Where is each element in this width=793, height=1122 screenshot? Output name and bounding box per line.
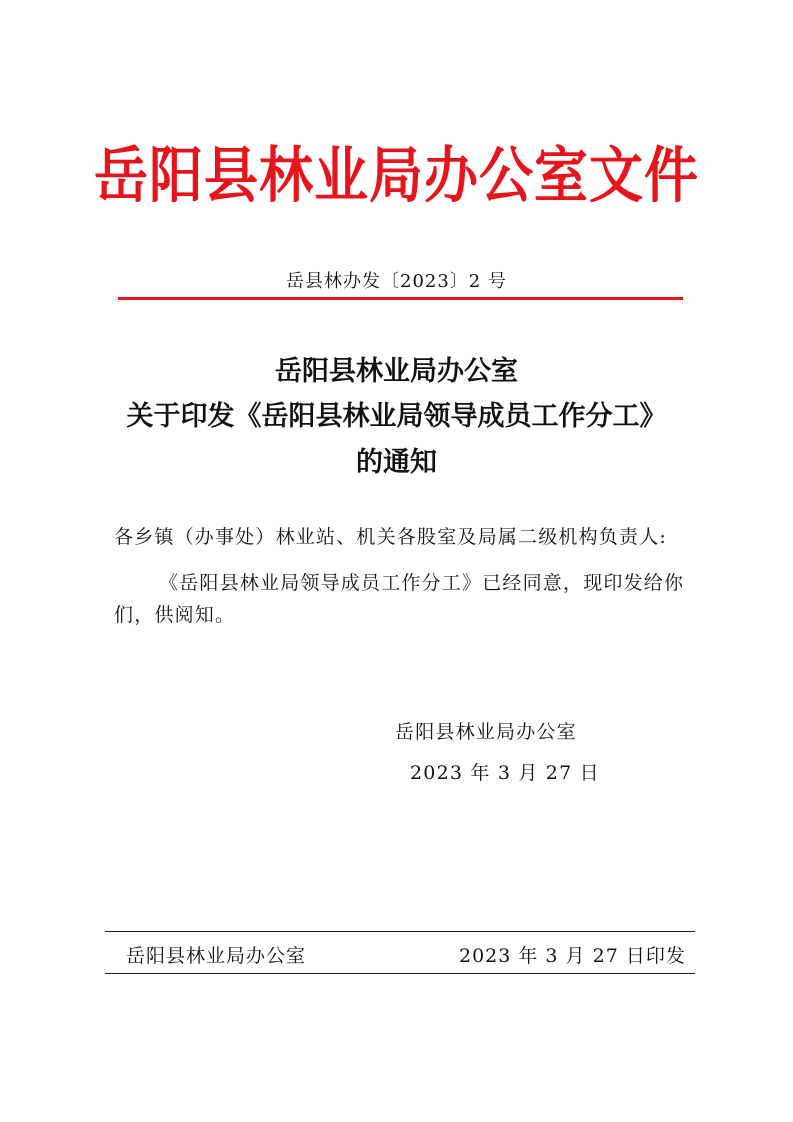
notice-title-line-3: 的通知 [356,447,437,478]
body-paragraph-line-2: 们，供阅知。 [114,604,236,626]
signature-organization: 岳阳县林业局办公室 [395,721,577,743]
footer-bottom-rule [105,973,695,974]
salutation-text: 各乡镇（办事处）林业站、机关各股室及局属二级机构负责人: [114,526,668,548]
signature-date: 2023 年 3 月 27 日 [410,762,600,784]
body-paragraph-line-1: 《岳阳县林业局领导成员工作分工》已经同意，现印发给你 [159,572,685,594]
notice-title-line-2: 关于印发《岳阳县林业局领导成员工作分工》 [126,401,667,432]
footer-top-rule [105,931,695,932]
document-number: 岳县林办发〔2023〕2 号 [286,271,507,292]
footer-print-date: 2023 年 3 月 27 日印发 [459,945,686,967]
footer-organization: 岳阳县林业局办公室 [126,945,307,967]
red-divider-line [118,297,683,300]
document-masthead: 岳阳县林业局办公室文件 [94,140,699,211]
notice-title-line-1: 岳阳县林业局办公室 [275,356,518,387]
